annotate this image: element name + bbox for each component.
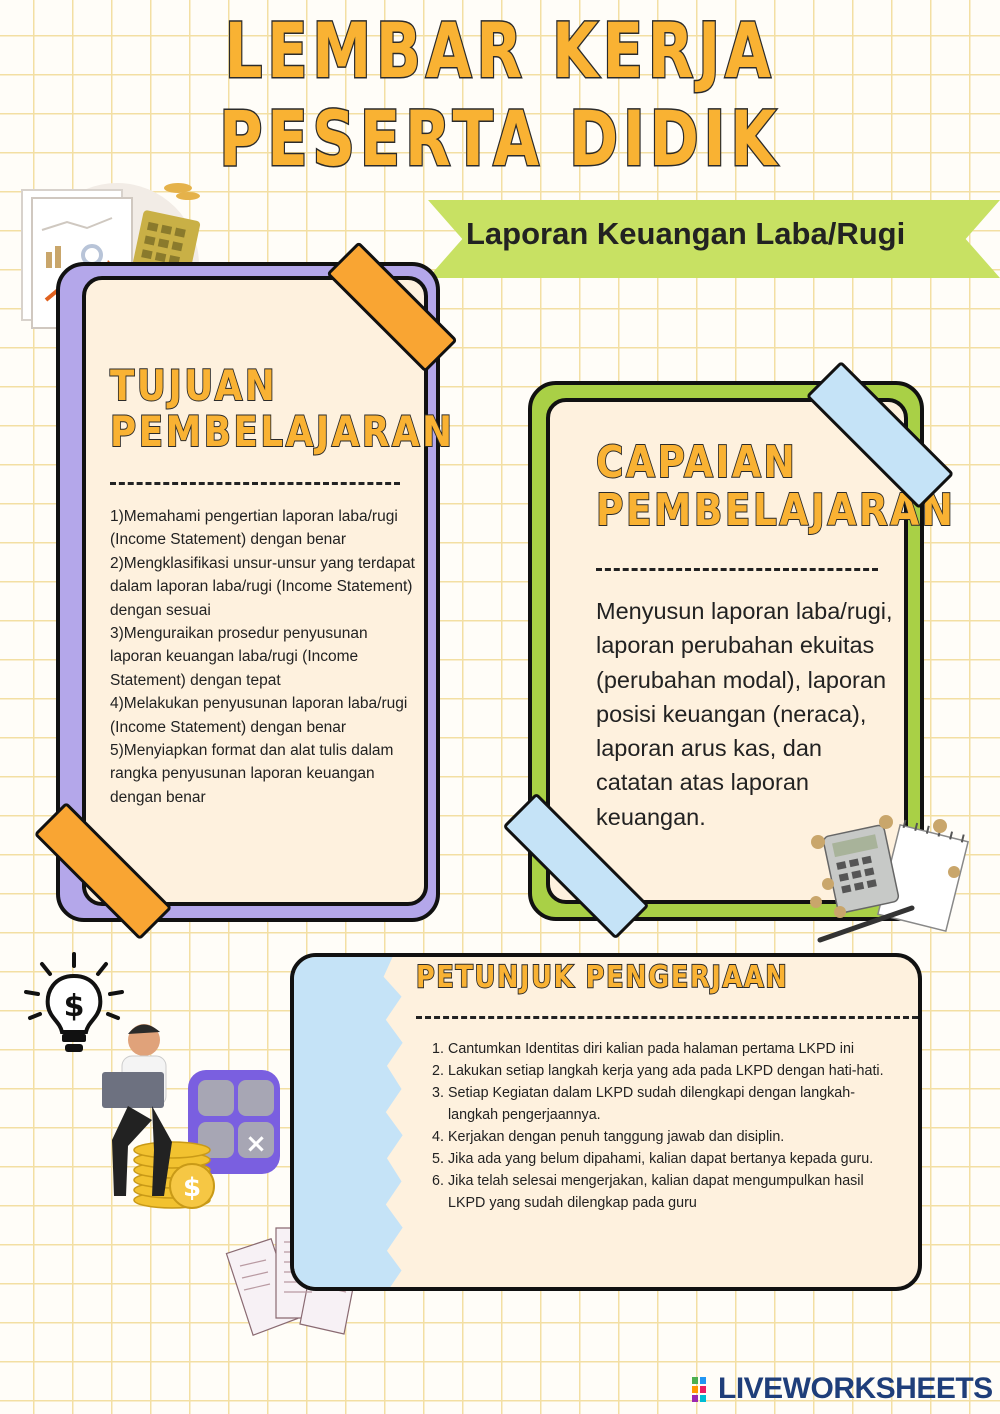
capaian-divider xyxy=(596,568,878,571)
list-item: 2. Lakukan setiap langkah kerja yang ada pada LKPD dengan hati-hati. xyxy=(432,1063,884,1079)
liveworksheets-logo-icon xyxy=(692,1377,714,1403)
list-item: 3. Setiap Kegiatan dalam LKPD sudah dilengkapi dengan langkah-langkah pengerjaannya. xyxy=(432,1085,855,1123)
title-line-1: LEMBAR KERJA xyxy=(224,6,776,95)
tujuan-divider xyxy=(110,482,400,485)
svg-text:$: $ xyxy=(63,989,85,1024)
list-item: 5)Menyiapkan format dan alat tulis dalam rangka penyusunan laporan keuangan dengan benar xyxy=(110,742,394,806)
tujuan-list xyxy=(110,505,418,809)
svg-text:$: $ xyxy=(182,1173,202,1203)
title-line-2: PESERTA DIDIK xyxy=(219,94,781,183)
petunjuk-list xyxy=(432,1038,902,1214)
list-item: 4. Kerjakan dengan penuh tanggung jawab dan disiplin. xyxy=(432,1129,785,1145)
list-item: 5. Jika ada yang belum dipahami, kalian dapat bertanya kepada guru. xyxy=(432,1151,874,1167)
list-item: 1. Cantumkan Identitas diri kalian pada halaman pertama LKPD ini xyxy=(432,1041,855,1057)
liveworksheets-logo: LIVEWORKSHEETS xyxy=(718,1372,993,1405)
businessman-coins-illustration xyxy=(92,1010,292,1215)
svg-text:×: × xyxy=(245,1129,267,1159)
petunjuk-side-strip xyxy=(294,957,406,1287)
tujuan-heading-2: PEMBELAJARAN xyxy=(110,407,455,456)
list-item: 3)Menguraikan prosedur penyusunan laporan keuangan laba/rugi (Income Statement) dengan tepat xyxy=(110,625,368,689)
petunjuk-divider xyxy=(416,1016,918,1019)
tujuan-heading-1: TUJUAN xyxy=(110,361,278,410)
petunjuk-heading: PETUNJUK PENGERJAAN xyxy=(416,960,789,995)
capaian-text: Menyusun laporan laba/rugi, laporan perubahan ekuitas (perubahan modal), laporan posisi keuangan (neraca), laporan arus kas, dan catatan atas laporan keuangan. xyxy=(596,598,893,830)
subject-title: Laporan Keuangan Laba/Rugi xyxy=(466,216,906,251)
calculator-illustration xyxy=(800,812,970,947)
list-item: 6. Jika telah selesai mengerjakan, kalian dapat mengumpulkan hasil LKPD yang sudah dilengkap pada guru xyxy=(432,1173,864,1211)
list-item: 4)Melakukan penyusunan laporan laba/rugi (Income Statement) dengan benar xyxy=(110,695,408,736)
list-item: 2)Mengklasifikasi unsur-unsur yang terdapat dalam laporan laba/rugi (Income Statement) dengan sesuai xyxy=(110,554,415,619)
list-item: 1)Memahami pengertian laporan laba/rugi (Income Statement) dengan benar xyxy=(110,508,398,549)
capaian-heading-1: CAPAIAN xyxy=(596,437,798,488)
capaian-heading-2: PEMBELAJARAN xyxy=(596,485,956,536)
